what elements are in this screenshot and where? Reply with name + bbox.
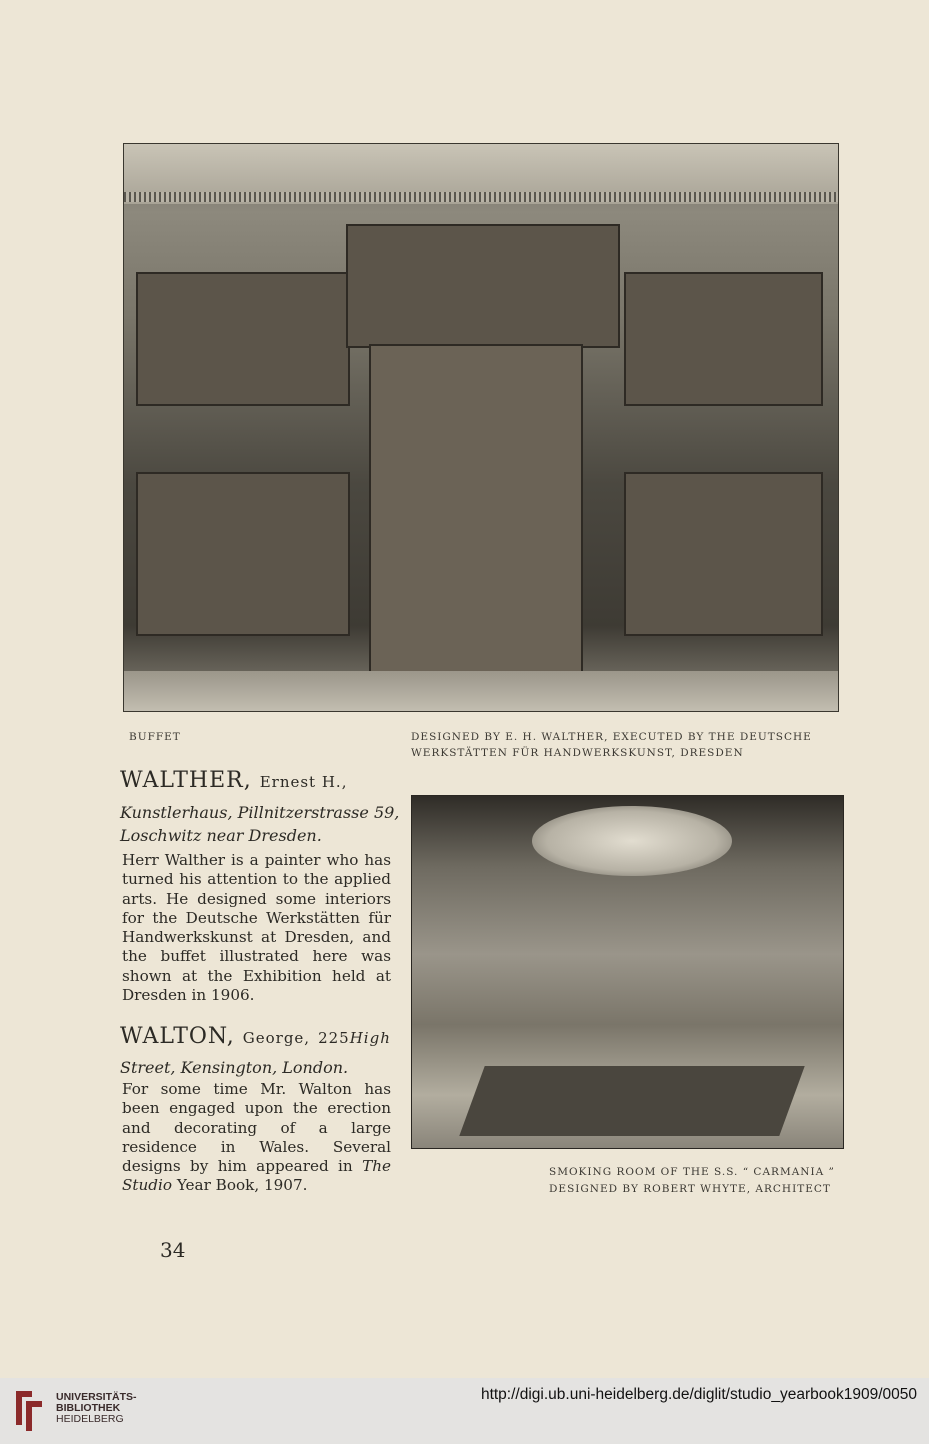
source-url-link[interactable]: http://digi.ub.uni-heidelberg.de/diglit/studio_yearbook1909/0050 — [480, 1386, 917, 1403]
smoking-room-caption-line2: DESIGNED BY ROBERT WHYTE, ARCHITECT — [549, 1183, 831, 1195]
library-logo-text: UNIVERSITÄTS- BIBLIOTHEK HEIDELBERG — [56, 1391, 137, 1425]
library-logo-icon — [12, 1387, 52, 1435]
page-number: 34 — [160, 1238, 186, 1262]
entry-heading-walther: WALTHER, Ernest H., — [120, 768, 348, 793]
entry-address-walton: Street, Kensington, London. — [120, 1058, 349, 1077]
smoking-room-caption-line1: SMOKING ROOM OF THE S.S. “ CARMANIA ” — [549, 1166, 835, 1178]
smoking-room-photograph — [411, 795, 844, 1149]
plate-credit-line1: DESIGNED BY E. H. WALTHER, EXECUTED BY THE DEUTSCHE — [411, 731, 812, 743]
buffet-photograph — [123, 143, 839, 712]
entry-body-walther: Herr Walther is a painter who has turned his attention to the applied arts. He designed some interiors for the Deutsche Werkstätten für Handwerkskunst at Dresden, and the buffet illustrated here was shown at the Exhibition held at Dresden in 1906. — [122, 851, 391, 1005]
entry-heading-walton: WALTON, George, 225High — [120, 1024, 391, 1049]
entry-body-walton: For some time Mr. Walton has been engaged upon the erection and decorating of a large residence in Wales. Several designs by him appeared in The Studio Year Book, 1907. — [122, 1080, 391, 1195]
plate-credit-line2: WERKSTÄTTEN FÜR HANDWERKSKUNST, DRESDEN — [411, 747, 744, 759]
entry-address-walther-1: Kunstlerhaus, Pillnitzerstrasse 59, — [120, 803, 400, 822]
plate-title-buffet: BUFFET — [129, 731, 181, 743]
entry-address-walther-2: Loschwitz near Dresden. — [120, 826, 322, 845]
